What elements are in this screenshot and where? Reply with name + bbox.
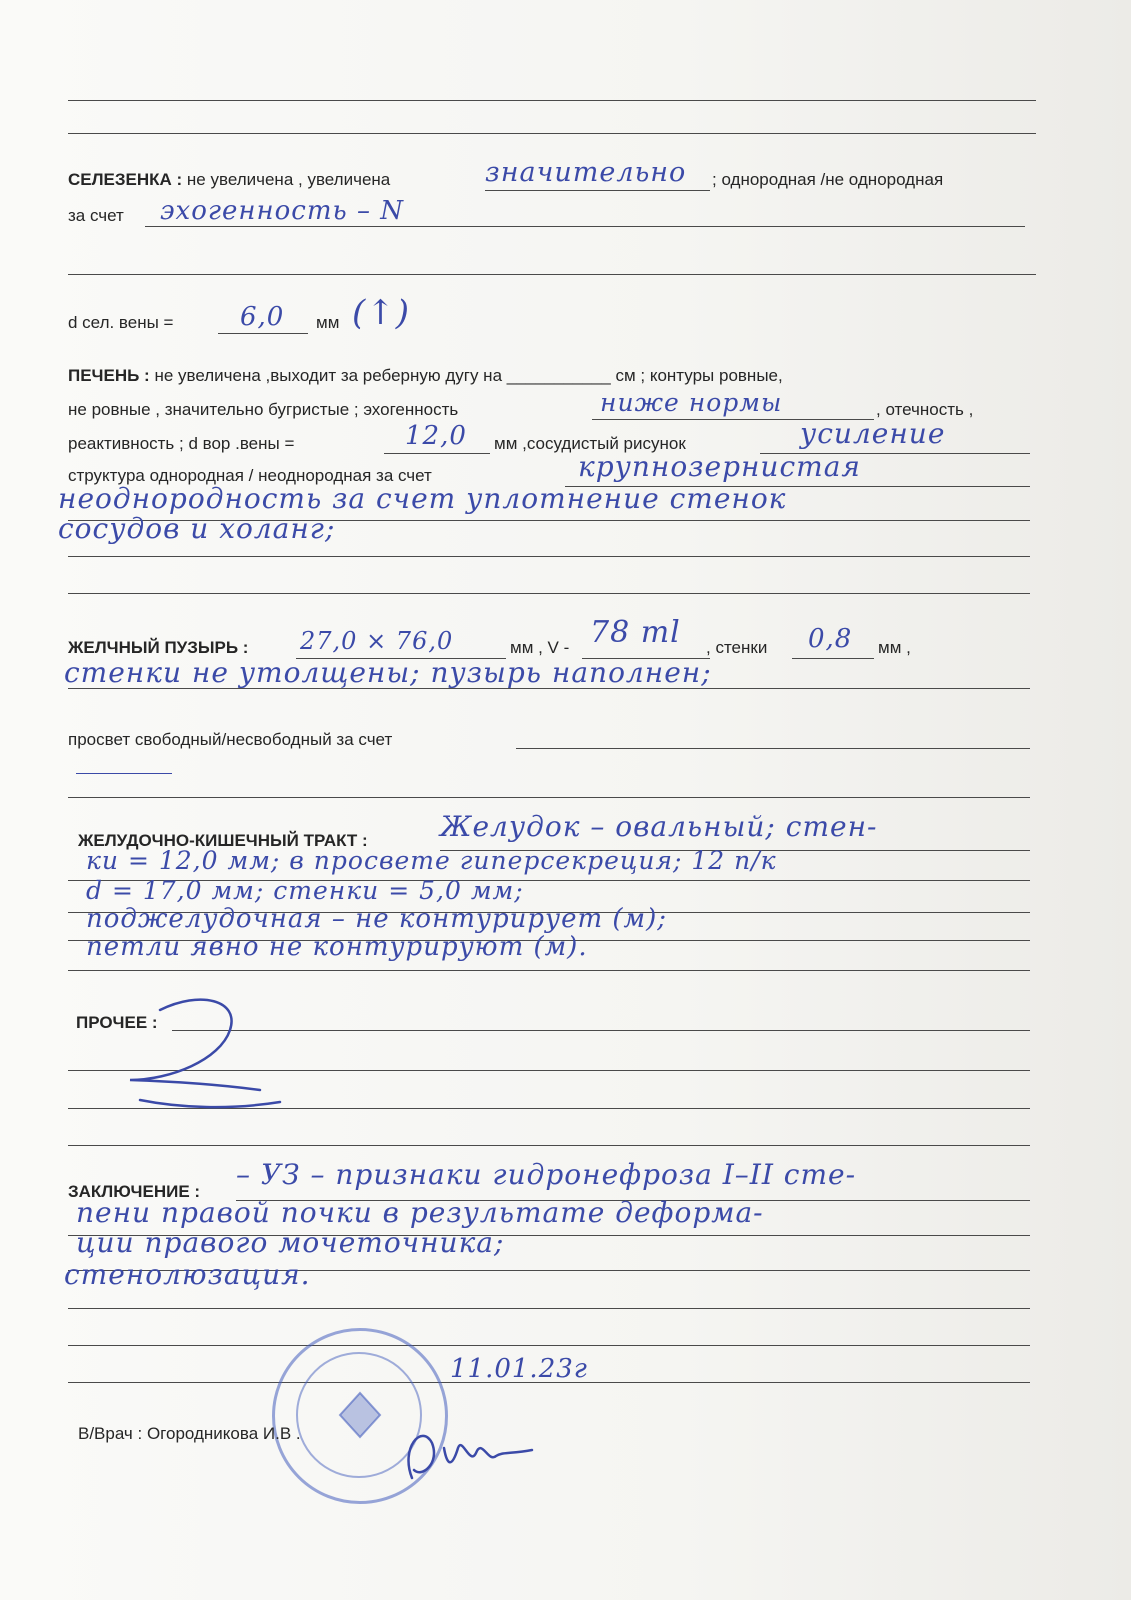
spleen-vein-handwritten: 6,0 — [240, 302, 285, 332]
gallbladder-note-handwritten: стенки не утолщены; пузырь наполнен; — [64, 656, 712, 689]
gi-handwritten-1: Желудок – овальный; стен- — [440, 810, 878, 843]
liver-label: ПЕЧЕНЬ : — [68, 366, 150, 385]
gallbladder-text-4: просвет свободный/несвободный за счет — [68, 730, 393, 749]
gallbladder-volume-handwritten: 78 ml — [590, 615, 681, 650]
gallbladder-label-text: ЖЕЛЧНЫЙ ПУЗЫРЬ : — [68, 638, 249, 657]
form-line — [68, 1308, 1030, 1309]
conclusion-label-text: ЗАКЛЮЧЕНИЕ : — [68, 1182, 201, 1201]
spleen-vein-label: d сел. вены = — [68, 313, 174, 332]
gallbladder-text-1: мм , V - — [510, 638, 570, 657]
spleen-line-1 — [68, 170, 390, 190]
form-line — [68, 970, 1030, 971]
liver-text-4: реактивность ; d вор .вены = — [68, 434, 295, 453]
doctor-line: В/Врач : Огородникова И.В . — [78, 1424, 301, 1443]
spleen-text-2: ; однородная /не однородная — [712, 170, 944, 189]
spleen-reason-label: за счет — [68, 206, 124, 225]
form-line — [145, 226, 1025, 227]
liver-line-1 — [68, 366, 783, 386]
conclusion-handwritten-1: – УЗ – признаки гидронефроза I–II сте- — [236, 1158, 857, 1191]
liver-text-2: не ровные , значительно бугристые ; эхогенность — [68, 400, 459, 419]
other-label-text: ПРОЧЕЕ : — [76, 1013, 158, 1032]
liver-structure-handwritten-1: крупнозернистая — [578, 450, 861, 483]
handwritten-z-mark — [110, 990, 290, 1130]
doctor-signature — [392, 1408, 552, 1498]
form-line — [516, 748, 1030, 749]
form-line — [68, 688, 1030, 689]
spleen-text-1: не увеличена , увеличена — [182, 170, 391, 189]
gallbladder-size-handwritten: 27,0 × 76,0 — [300, 627, 454, 655]
form-line — [218, 333, 308, 334]
form-line — [68, 274, 1036, 275]
gallbladder-text-3: мм , — [878, 638, 911, 657]
liver-echo-handwritten: ниже нормы — [600, 388, 783, 417]
liver-text-6: структура однородная / неоднородная за счет — [68, 466, 432, 485]
conclusion-handwritten-2: пени правой почки в результате деформа- — [76, 1196, 764, 1229]
form-line — [384, 453, 490, 454]
gi-handwritten-5: петли явно не контурируют (м). — [86, 932, 588, 962]
gi-handwritten-4: поджелудочная – не контурирует (м); — [86, 904, 667, 934]
liver-text-5: мм ,сосудистый рисунок — [494, 434, 686, 453]
gallbladder-wall-handwritten: 0,8 — [808, 624, 853, 654]
form-line — [792, 658, 874, 659]
gallbladder-text-2: , стенки — [706, 638, 768, 657]
spleen-reason-handwritten: эхогенность – N — [160, 196, 404, 226]
liver-vascular-handwritten: усиление — [800, 417, 946, 450]
conclusion-handwritten-3: ции правого мочеточника; — [76, 1226, 505, 1259]
gi-label-text: ЖЕЛУДОЧНО-КИШЕЧНЫЙ ТРАКТ : — [78, 831, 368, 850]
form-line — [68, 593, 1030, 594]
form-line — [68, 1345, 1030, 1346]
report-date-handwritten: 11.01.23г — [450, 1354, 588, 1384]
stamp-emblem-icon — [330, 1385, 390, 1445]
form-line — [68, 133, 1036, 134]
liver-structure-handwritten-2: неоднородность за счет уплотнение стенок — [58, 482, 787, 515]
spleen-label: СЕЛЕЗЕНКА : — [68, 170, 183, 189]
form-line — [68, 100, 1036, 101]
gi-handwritten-3: d = 17,0 мм; стенки = 5,0 мм; — [86, 876, 524, 905]
form-line — [485, 190, 710, 191]
spleen-vein-unit: мм — [316, 313, 340, 332]
form-line — [172, 1030, 1030, 1031]
handwritten-strike — [76, 773, 172, 774]
form-line — [68, 556, 1030, 557]
gi-handwritten-2: ки = 12,0 мм; в просвете гиперсекреция; 12 п/к — [86, 846, 777, 875]
gallbladder-label — [68, 638, 248, 658]
liver-text-1: не увеличена ,выходит за реберную дугу на ___________ см ; контуры ровные, — [149, 366, 783, 385]
liver-structure-handwritten-3: сосудов и холанг; — [58, 512, 336, 545]
conclusion-handwritten-4: стенолюзация. — [64, 1258, 311, 1291]
form-line — [68, 1145, 1030, 1146]
form-line — [68, 797, 1030, 798]
liver-text-3: , отечность , — [876, 400, 974, 419]
spleen-vein-note-handwritten: (↑) — [352, 293, 411, 333]
liver-portal-handwritten: 12,0 — [405, 421, 467, 451]
spleen-degree-handwritten: значительно — [485, 157, 687, 188]
